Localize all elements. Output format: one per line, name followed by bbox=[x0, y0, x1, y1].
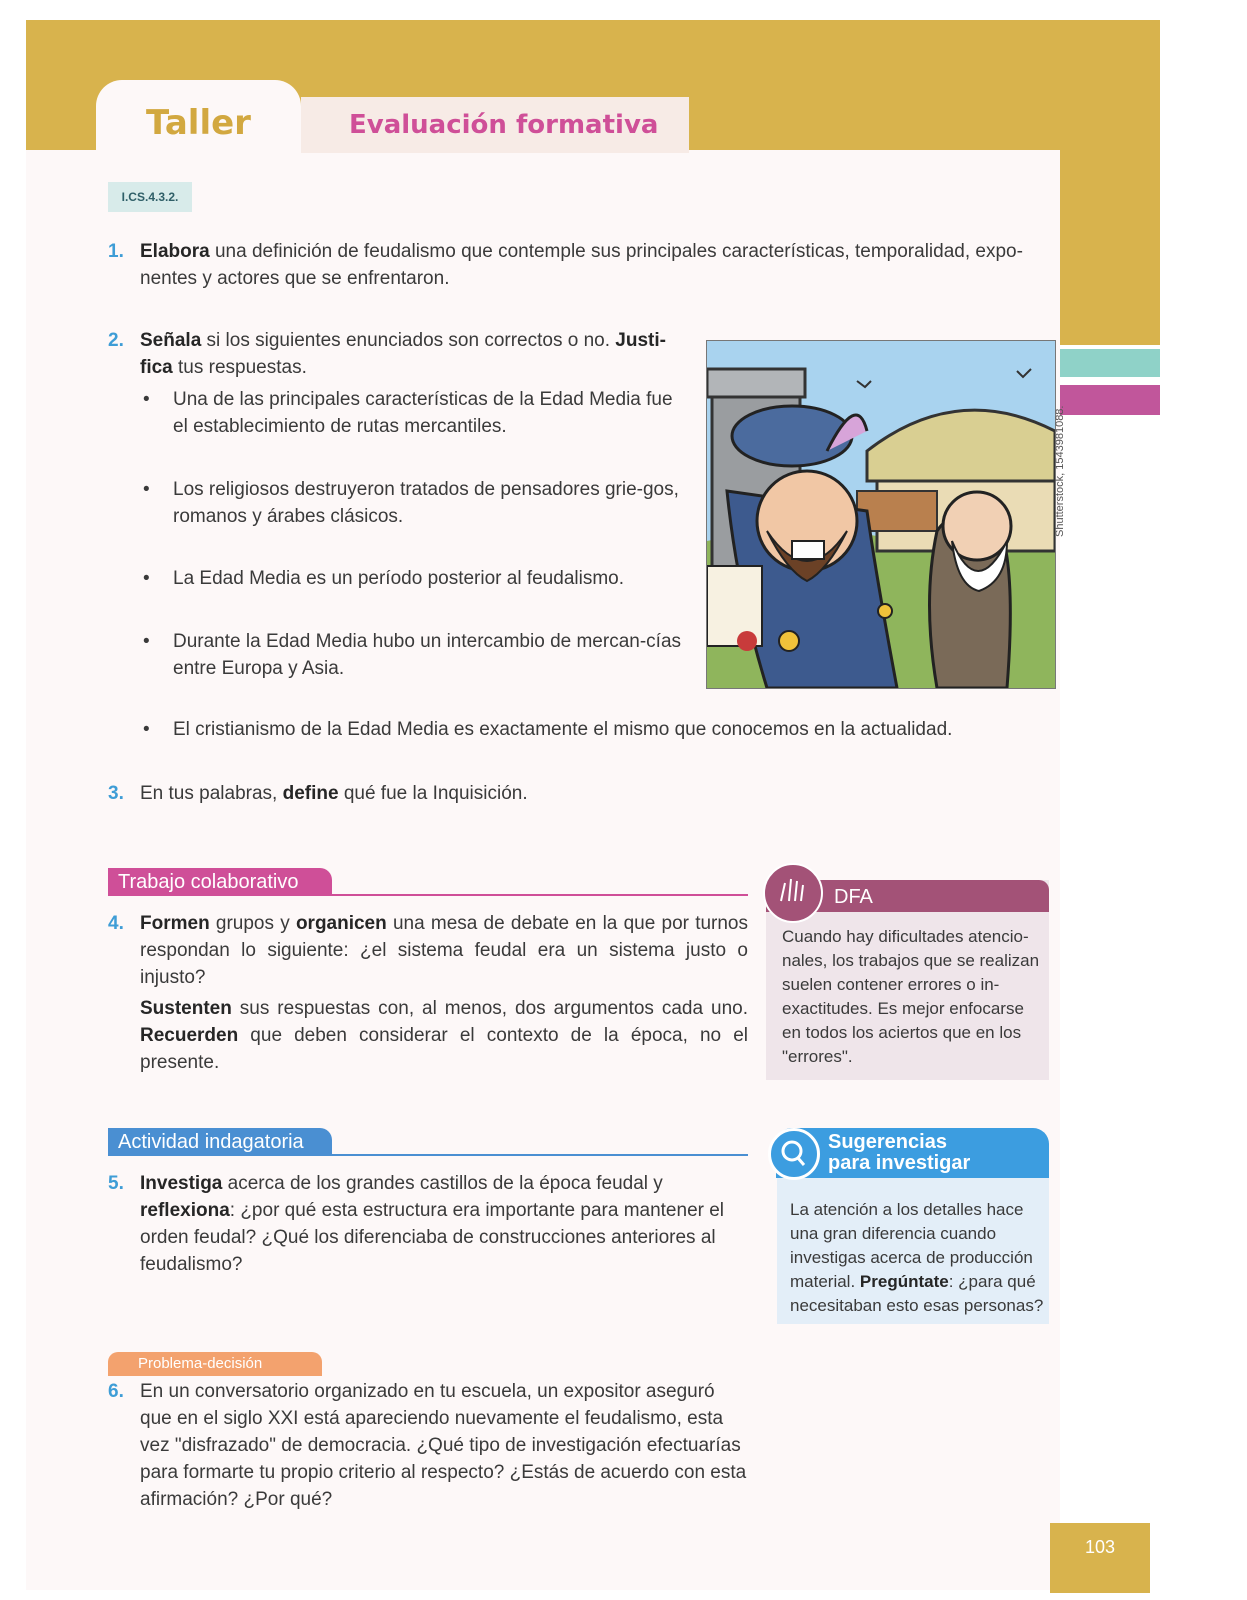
question-text: Sustenten sus respuestas con, al menos, dos argumentos cada uno. Recuerden que deben considerar el contexto de la época, no el presente. bbox=[140, 998, 748, 1073]
tab-taller: Taller bbox=[96, 80, 301, 155]
section-label-problema-decision: Problema-decisión bbox=[108, 1352, 322, 1376]
page-number: 103 bbox=[1050, 1523, 1150, 1593]
question-text: Elabora una definición de feudalismo que contemple sus principales características, temporalidad, expo- nentes y actores que se enfrentaron. bbox=[140, 241, 1023, 289]
section-divider bbox=[108, 1154, 748, 1156]
question-4 bbox=[108, 910, 748, 1076]
feudal-lord-cartoon-image bbox=[706, 340, 1056, 689]
dfa-text: Cuando hay dificultades atencio-nales, los trabajos que se realizan suelen contener errores o in-exactitudes. Es mejor enfocarse en todos los aciertos que en los "errores". bbox=[782, 927, 1040, 1066]
question-5 bbox=[108, 1170, 748, 1278]
question-number: 4. bbox=[108, 913, 124, 934]
question-text: Señala si los siguientes enunciados son correctos o no. Justi- fica tus respuestas. bbox=[140, 330, 666, 378]
statement-item: • El cristianismo de la Edad Media es exactamente el mismo que conocemos en la actualidad. bbox=[143, 716, 1043, 743]
question-number: 1. bbox=[108, 241, 124, 262]
section-label-actividad-indagatoria: Actividad indagatoria bbox=[108, 1128, 332, 1156]
question-number: 2. bbox=[108, 330, 124, 351]
section-label-trabajo-colaborativo: Trabajo colaborativo bbox=[108, 868, 332, 896]
side-tab-green bbox=[1060, 349, 1160, 377]
tab-evaluacion-formativa: Evaluación formativa bbox=[301, 97, 689, 153]
indicator-code-badge: I.CS.4.3.2. bbox=[108, 182, 192, 212]
image-credit: Shutterstock, 1543981088. bbox=[1054, 405, 1066, 537]
suggestions-text: La atención a los detalles hace una gran diferencia cuando investigas acerca de producción material. Pregúntate: ¿para qué necesitaban esto esas personas? bbox=[790, 1200, 1044, 1315]
question-1 bbox=[108, 238, 1058, 292]
question-number: 5. bbox=[108, 1173, 124, 1194]
question-3 bbox=[108, 780, 908, 807]
dfa-hands-icon bbox=[763, 863, 823, 923]
statement-item: • La Edad Media es un período posterior al feudalismo. bbox=[143, 565, 683, 592]
dfa-title: DFA bbox=[834, 886, 873, 908]
side-tab-pink bbox=[1060, 385, 1160, 415]
statement-item: • Durante la Edad Media hubo un intercambio de mercan-cías entre Europa y Asia. bbox=[143, 628, 683, 682]
question-text: En un conversatorio organizado en tu escuela, un expositor aseguró que en el siglo XXI está apareciendo nuevamente el feudalismo, esta vez "disfrazado" de democracia. ¿Qué tipo de investigación efectuarías para formarte tu propio criterio al respecto? ¿Estás de acuerdo con esta afirmación? ¿Por qué? bbox=[140, 1381, 747, 1510]
search-icon bbox=[768, 1128, 820, 1180]
question-number: 3. bbox=[108, 783, 124, 804]
section-divider bbox=[108, 894, 748, 896]
question-text: Investiga acerca de los grandes castillos de la época feudal y reflexiona: ¿por qué esta estructura era importante para mantener el orden feudal? ¿Qué los diferenciaba de construcciones anteriores al feudalismo? bbox=[140, 1173, 725, 1275]
question-text: En tus palabras, define qué fue la Inquisición. bbox=[140, 783, 528, 804]
question-6 bbox=[108, 1378, 748, 1513]
statement-item: • Una de las principales características de la Edad Media fue el establecimiento de rutas mercantiles. bbox=[143, 386, 683, 440]
question-text: Formen grupos y organicen una mesa de debate en la que por turnos respondan lo siguiente: ¿el sistema feudal era un sistema justo o injusto? bbox=[140, 913, 748, 988]
question-number: 6. bbox=[108, 1381, 124, 1402]
question-2 bbox=[108, 327, 678, 381]
statement-item: • Los religiosos destruyeron tratados de pensadores grie-gos, romanos y árabes clásicos. bbox=[143, 476, 683, 530]
suggestions-title: Sugerencias para investigar bbox=[828, 1131, 971, 1174]
